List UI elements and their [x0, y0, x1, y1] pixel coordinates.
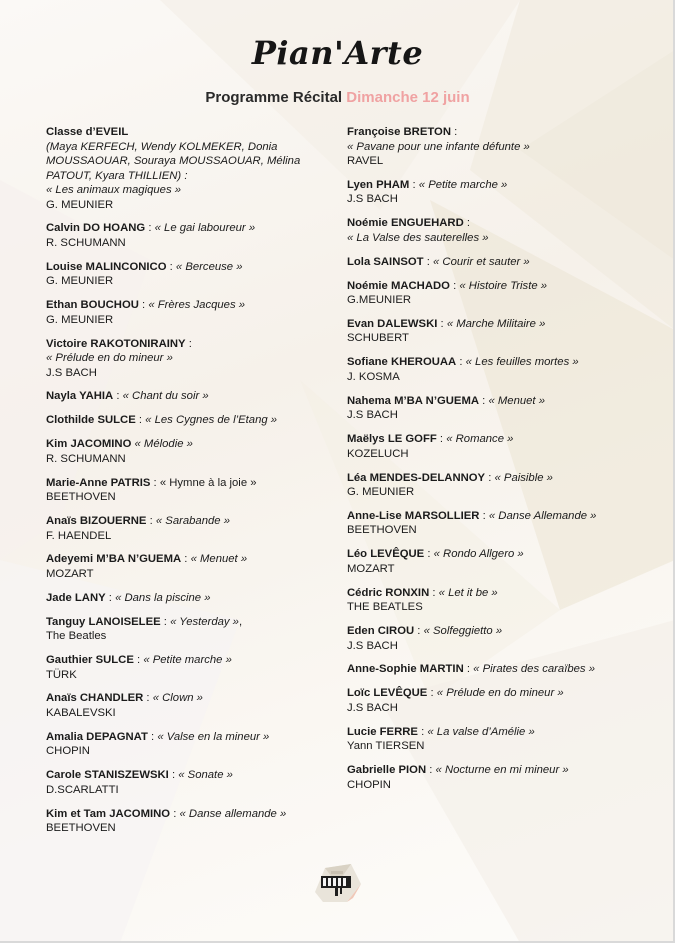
entry-text: CHOPIN — [46, 745, 90, 758]
performer-name: Loïc LEVÊQUE — [347, 687, 428, 700]
entry-line — [46, 260, 336, 275]
entry-line — [46, 236, 336, 251]
entry-text: : — [429, 586, 439, 599]
program-entry — [46, 413, 336, 428]
entry-text: RAVEL — [347, 155, 384, 167]
entry-text: G. MEUNIER — [46, 198, 114, 211]
piece-title: « Valse en la mineur » — [157, 730, 270, 743]
program-entry — [347, 763, 637, 792]
subtitle-prefix: Programme Récital — [205, 89, 343, 106]
entry-line — [347, 547, 637, 562]
performer-name: Evan DALEWSKI — [347, 317, 438, 330]
performer-name: Clothilde SULCE — [46, 414, 136, 427]
entry-line — [46, 514, 336, 529]
entry-line — [347, 408, 637, 423]
program-entry — [347, 317, 637, 346]
entry-line — [347, 154, 637, 169]
entry-text: J.S BACH — [347, 409, 398, 422]
entry-text: : — [479, 509, 489, 522]
entry-text: : — [138, 299, 149, 312]
piece-title: « Petite marche » — [418, 178, 508, 191]
piece-title: « Danse Allemande » — [488, 509, 597, 522]
entry-text: R. SCHUMANN — [46, 236, 126, 249]
performer-name: Léa MENDES-DELANNOY — [347, 471, 486, 484]
program-left-column — [46, 125, 336, 845]
piece-title: « Mélodie » — [134, 438, 193, 451]
piece-title: « Les feuilles mortes » — [465, 356, 579, 369]
entry-text: : — [479, 394, 489, 407]
program-entry — [46, 768, 336, 797]
performer-name: Noémie ENGUEHARD — [347, 217, 464, 230]
piece-title: « Menuet » — [190, 553, 248, 566]
entry-text: : — [146, 515, 156, 528]
pianarte-logo: Pian'Arte — [251, 34, 424, 72]
entry-text: : — [456, 356, 466, 369]
program-entry — [347, 216, 637, 245]
entry-text: : — [426, 764, 436, 777]
entry-text: F. HAENDEL — [46, 529, 112, 542]
entry-line — [347, 370, 637, 385]
entry-text: : — [145, 222, 155, 235]
piece-title: « Rondo Allgero » — [433, 548, 524, 561]
entry-line — [347, 701, 637, 716]
program-entry — [347, 394, 637, 423]
piece-title: « Let it be » — [438, 586, 498, 599]
entry-line — [347, 279, 637, 294]
entry-line — [347, 523, 637, 538]
piece-title: « Menuet » — [488, 394, 545, 407]
program-entry — [46, 691, 336, 720]
piece-title: « Sonate » — [178, 769, 233, 782]
performer-name: Adeyemi M’BA N’GUEMA — [46, 553, 182, 566]
entry-text: G.MEUNIER — [347, 294, 412, 307]
entry-line — [46, 274, 336, 289]
entry-line — [347, 662, 637, 677]
performer-name: Tanguy LANOISELEE — [46, 615, 161, 628]
entry-text: : — [424, 548, 434, 561]
entry-line — [46, 351, 336, 366]
program-entry — [347, 509, 637, 538]
entry-text: : — [451, 126, 458, 138]
entry-line — [46, 768, 336, 783]
program-entry — [347, 355, 637, 384]
entry-text: : — [160, 615, 171, 628]
entry-line — [46, 744, 336, 759]
subtitle-date: Dimanche 12 juin — [346, 89, 470, 106]
piece-title: « Berceuse » — [175, 260, 243, 273]
entry-text: The Beatles — [46, 630, 107, 643]
entry-line — [46, 783, 336, 798]
entry-line — [46, 389, 336, 404]
entry-line — [347, 394, 637, 409]
entry-line — [46, 337, 336, 352]
entry-text: , — [238, 615, 243, 628]
entry-text: : — [463, 217, 471, 230]
entry-line — [347, 586, 637, 601]
entry-text: : — [168, 769, 179, 782]
entry-text: G. MEUNIER — [46, 275, 114, 288]
entry-line — [347, 355, 637, 370]
entry-text: : — [449, 279, 460, 292]
entry-text: J.S BACH — [347, 193, 398, 206]
piece-title: « La Valse des sauterelles » — [347, 231, 489, 244]
entry-text: : — [414, 625, 424, 638]
performer-name: Marie-Anne PATRIS — [46, 476, 151, 489]
program-entry — [46, 552, 336, 581]
entry-text: J.S BACH — [347, 639, 398, 652]
entry-line — [46, 615, 336, 630]
school-logo-icon — [311, 862, 363, 904]
program-entry — [46, 437, 336, 466]
performer-name: Kim et Tam JACOMINO — [46, 807, 171, 820]
entry-text: : — [185, 337, 192, 350]
program-entry — [46, 653, 336, 682]
performer-name: Anaïs CHANDLER — [46, 692, 144, 705]
program-entry — [347, 471, 637, 500]
piece-title: (Maya KERFECH, Wendy KOLMEKER, Donia MOUSSAOUAR, Souraya MOUSSAOUAR, Mélina PATOUT, Kyara THILLIEN) : — [46, 140, 301, 182]
entry-text: G. MEUNIER — [46, 313, 114, 326]
program-entry — [347, 662, 637, 677]
piece-title: « Dans la piscine » — [115, 591, 211, 604]
piece-title: « Sarabande » — [155, 515, 230, 528]
performer-name: Cédric RONXIN — [347, 586, 430, 599]
performer-name: Anne-Sophie MARTIN — [347, 663, 464, 676]
program-entry — [347, 279, 637, 308]
entry-text: : — [436, 433, 447, 446]
entry-text: : — [113, 390, 123, 403]
entry-text: : — [105, 591, 116, 604]
entry-text: : — [427, 687, 437, 700]
piece-title: « Prélude en do mineur » — [46, 352, 173, 365]
entry-line — [46, 807, 336, 822]
performer-name: Gauthier SULCE — [46, 654, 134, 667]
entry-text: : — [170, 807, 180, 820]
entry-line — [347, 140, 637, 155]
entry-line — [347, 331, 637, 346]
piece-title: « Danse allemande » — [179, 807, 287, 820]
piece-title: « Prélude en do mineur » — [436, 687, 564, 700]
entry-line — [347, 763, 637, 778]
entry-text: J.S BACH — [46, 366, 97, 379]
entry-text: J. KOSMA — [347, 370, 400, 383]
program-entry — [347, 547, 637, 576]
entry-line — [347, 778, 637, 793]
piece-title: « Marche Militaire » — [446, 317, 546, 330]
performer-name: Anaïs BIZOUERNE — [46, 515, 147, 528]
piece-title: « Nocturne en mi mineur » — [435, 764, 569, 777]
performer-name: Jade LANY — [46, 591, 106, 604]
entry-text: D.SCARLATTI — [46, 783, 119, 796]
program-entry — [347, 686, 637, 715]
piece-title: « Pavane pour une infante défunte » — [347, 140, 530, 153]
entry-text: : — [181, 553, 191, 566]
program-entry — [46, 337, 336, 381]
program-entry — [347, 624, 637, 653]
entry-line — [347, 471, 637, 486]
entry-line — [46, 691, 336, 706]
entry-line — [46, 668, 336, 683]
entry-line — [46, 452, 336, 467]
piece-title: « Chant du soir » — [122, 390, 209, 403]
entry-line — [46, 125, 336, 140]
performer-name: Gabrielle PION — [347, 764, 427, 777]
entry-text: R. SCHUMANN — [46, 452, 126, 465]
performer-name: Victoire RAKOTONIRAINY — [46, 337, 186, 350]
piece-title: « Solfeggietto » — [423, 625, 503, 638]
performer-name: Eden CIROU — [347, 625, 415, 638]
entry-line — [347, 485, 637, 500]
entry-line — [46, 706, 336, 721]
entry-text: : — [147, 730, 158, 743]
entry-line — [46, 821, 336, 836]
entry-text: : — [485, 471, 495, 484]
entry-line — [46, 140, 336, 184]
program-entry — [46, 591, 336, 606]
piece-title: « Courir et sauter » — [433, 255, 530, 268]
piece-title: « Les Cygnes de l’Etang » — [145, 414, 278, 427]
performer-name: Classe d’EVEIL — [46, 126, 129, 138]
entry-text: : — [417, 725, 428, 738]
entry-line — [347, 216, 637, 231]
performer-name: Lucie FERRE — [347, 725, 418, 738]
entry-line — [347, 178, 637, 193]
entry-line — [347, 600, 637, 615]
entry-text: TÜRK — [46, 668, 77, 681]
entry-text: : — [135, 414, 146, 427]
piece-title: « Les animaux magiques » — [46, 184, 182, 196]
program-entry — [347, 725, 637, 754]
piece-title: « Paisible » — [494, 471, 553, 484]
entry-line — [46, 198, 336, 213]
entry-line — [347, 639, 637, 654]
entry-line — [46, 437, 336, 452]
entry-line — [46, 730, 336, 745]
piece-title: « Petite marche » — [143, 654, 232, 667]
performer-name: Kim JACOMINO — [46, 438, 132, 451]
entry-text: KOZELUCH — [347, 447, 409, 460]
entry-text: G. MEUNIER — [347, 486, 415, 499]
performer-name: Carole STANISZEWSKI — [46, 769, 169, 782]
entry-line — [347, 293, 637, 308]
program-entry — [46, 298, 336, 327]
entry-text: KABALEVSKI — [46, 706, 116, 719]
entry-text: CHOPIN — [347, 778, 391, 791]
performer-name: Maëlys LE GOFF — [347, 433, 437, 446]
entry-text: : — [409, 178, 419, 191]
entry-text: : — [437, 317, 447, 330]
performer-name: Nahema M’BA N’GUEMA — [347, 394, 480, 407]
entry-text: : — [133, 654, 144, 667]
performer-name: Anne-Lise MARSOLLIER — [347, 509, 480, 522]
piece-title: « Le gai laboureur » — [154, 222, 256, 235]
entry-text: BEETHOVEN — [46, 822, 116, 835]
piece-title: « Frères Jacques » — [148, 299, 246, 312]
entry-line — [347, 509, 637, 524]
performer-name: Nayla YAHIA — [46, 390, 114, 403]
piece-title: « La valse d’Amélie » — [427, 725, 535, 738]
performer-name: Léo LEVÊQUE — [347, 548, 425, 561]
entry-text: : — [143, 692, 153, 705]
entry-line — [46, 476, 336, 491]
program-entry — [46, 125, 336, 212]
program-entry — [347, 432, 637, 461]
program-subtitle — [0, 89, 675, 106]
entry-text: MOZART — [46, 567, 94, 580]
entry-line — [347, 562, 637, 577]
entry-text: BEETHOVEN — [46, 491, 116, 504]
entry-line — [46, 567, 336, 582]
entry-line — [46, 298, 336, 313]
entry-line — [46, 366, 336, 381]
piece-title: « Clown » — [152, 692, 203, 705]
entry-line — [347, 447, 637, 462]
program-entry — [347, 255, 637, 270]
piece-title: « Romance » — [446, 433, 514, 446]
entry-text: J.S BACH — [347, 701, 398, 714]
entry-line — [46, 413, 336, 428]
performer-name: Ethan BOUCHOU — [46, 299, 139, 312]
piece-title: « Pirates des caraïbes » — [473, 663, 595, 676]
entry-line — [347, 739, 637, 754]
entry-line — [46, 653, 336, 668]
performer-name: Calvin DO HOANG — [46, 222, 146, 235]
entry-line — [347, 624, 637, 639]
entry-line — [46, 221, 336, 236]
entry-line — [347, 192, 637, 207]
program-entry — [46, 615, 336, 644]
entry-line — [347, 255, 637, 270]
performer-name: Lyen PHAM — [347, 178, 410, 191]
piece-title: « Yesterday » — [170, 615, 239, 628]
entry-line — [347, 231, 637, 246]
entry-line — [46, 490, 336, 505]
entry-line — [347, 125, 637, 140]
program-entry — [46, 260, 336, 289]
entry-text: : — [463, 663, 474, 676]
entry-line — [347, 725, 637, 740]
program-entry — [46, 807, 336, 836]
entry-line — [347, 686, 637, 701]
program-entry — [46, 389, 336, 404]
performer-name: Louise MALINCONICO — [46, 260, 167, 273]
entry-text: : — [423, 255, 433, 268]
entry-line — [46, 313, 336, 328]
entry-line — [46, 591, 336, 606]
program-entry — [46, 476, 336, 505]
performer-name: Sofiane KHEROUAA — [347, 356, 457, 369]
piece-title: « Histoire Triste » — [459, 279, 548, 292]
entry-text: : — [166, 260, 176, 273]
entry-line — [46, 552, 336, 567]
entry-line — [347, 432, 637, 447]
entry-text: MOZART — [347, 562, 395, 575]
entry-line — [46, 529, 336, 544]
entry-text: BEETHOVEN — [347, 524, 417, 537]
program-entry — [46, 514, 336, 543]
program-right-column — [347, 125, 637, 802]
program-entry — [347, 178, 637, 207]
entry-line — [347, 317, 637, 332]
performer-name: Amalia DEPAGNAT — [46, 730, 148, 743]
entry-text: SCHUBERT — [347, 332, 409, 345]
program-entry — [347, 125, 637, 169]
program-entry — [46, 730, 336, 759]
entry-text: : « Hymne à la joie » — [150, 476, 257, 489]
entry-line — [46, 183, 336, 198]
entry-line — [46, 629, 336, 644]
performer-name: Lola SAINSOT — [347, 255, 424, 268]
entry-text: THE BEATLES — [347, 601, 423, 614]
program-entry — [46, 221, 336, 250]
program-entry — [347, 586, 637, 615]
performer-name: Noémie MACHADO — [347, 279, 450, 292]
entry-text: Yann TIERSEN — [347, 740, 425, 753]
performer-name: Françoise BRETON — [347, 126, 451, 138]
